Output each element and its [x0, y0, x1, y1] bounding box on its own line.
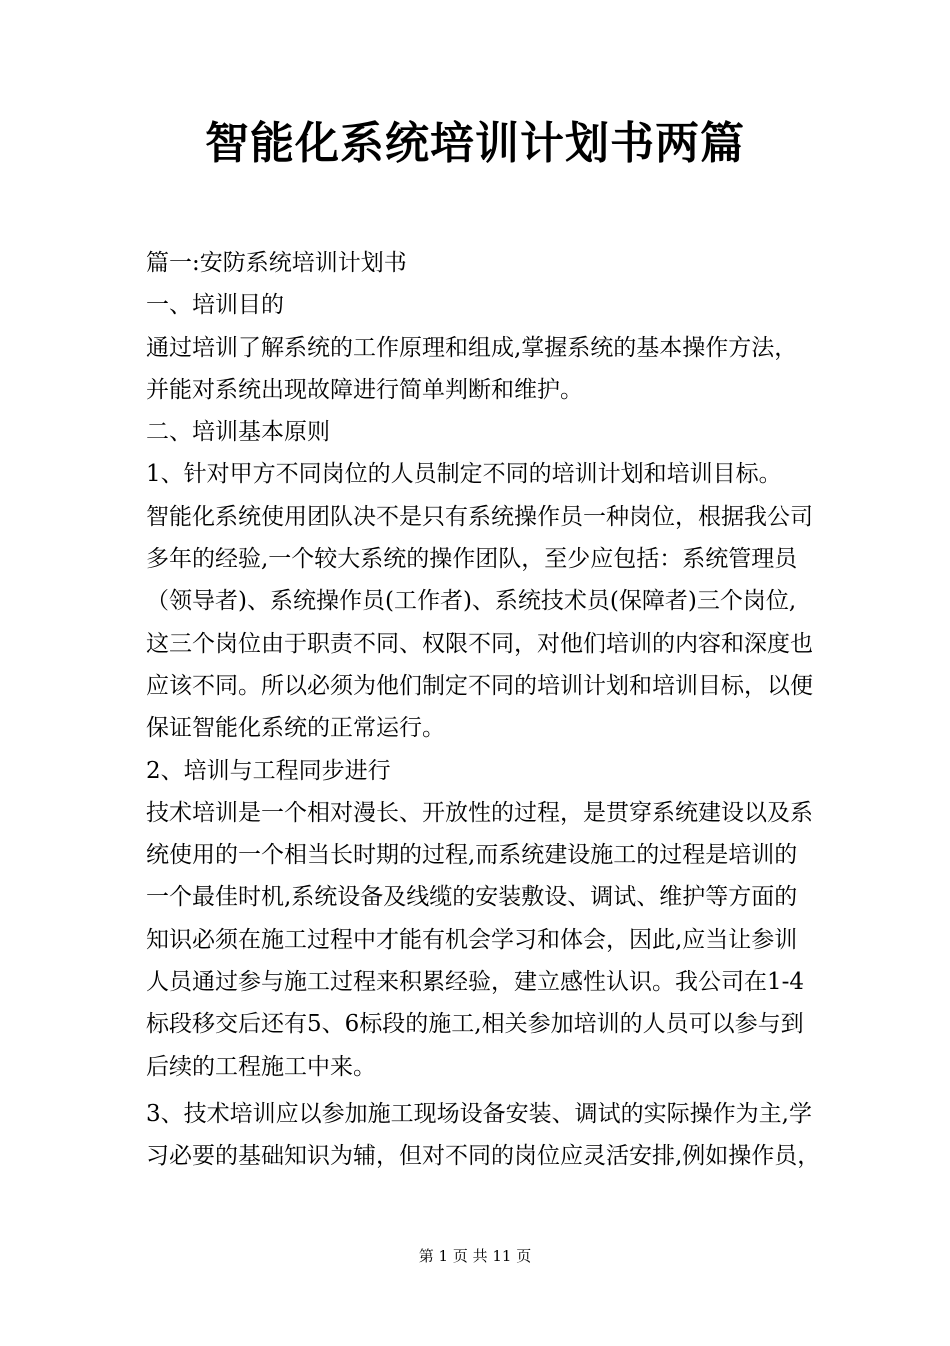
heading: 一、培训目的: [146, 292, 284, 319]
list-item: 2、培训与工程同步进行: [146, 757, 391, 784]
paragraph-line: 这三个岗位由于职责不同、权限不同，对他们培训的内容和深度也: [146, 630, 813, 657]
paragraph-line: 应该不同。所以必须为他们制定不同的培训计划和培训目标，以便: [146, 672, 813, 699]
paragraph-line: 多年的经验,一个较大系统的操作团队，至少应包括：系统管理员: [146, 546, 798, 573]
document-title: 智能化系统培训计划书两篇: [205, 118, 745, 169]
paragraph-line: 标段移交后还有5、6标段的施工,相关参加培训的人员可以参与到: [146, 1011, 804, 1038]
list-item: 3、技术培训应以参加施工现场设备安装、调试的实际操作为主,学: [146, 1100, 812, 1127]
list-item: 1、针对甲方不同岗位的人员制定不同的培训计划和培训目标。: [146, 461, 782, 488]
paragraph-line: 统使用的一个相当长时期的过程,而系统建设施工的过程是培训的: [146, 842, 798, 869]
paragraph-line: 习必要的基础知识为辅，但对不同的岗位应灵活安排,例如操作员，: [146, 1143, 821, 1170]
paragraph-line: 后续的工程施工中来。: [146, 1053, 376, 1080]
section-heading: 篇一:安防系统培训计划书: [146, 250, 407, 276]
document-body: [146, 242, 821, 1178]
paragraph-line: 智能化系统使用团队决不是只有系统操作员一种岗位，根据我公司: [146, 503, 813, 530]
paragraph-line: 保证智能化系统的正常运行。: [146, 715, 445, 742]
paragraph-line: （领导者)、系统操作员(工作者)、系统技术员(保障者)三个岗位,: [146, 588, 797, 615]
paragraph-line: 知识必须在施工过程中才能有机会学习和体会，因此,应当让参训: [146, 926, 798, 953]
heading: 二、培训基本原则: [146, 419, 330, 446]
page-footer: 第 1 页 共 11 页: [418, 1247, 532, 1265]
paragraph-line: 技术培训是一个相对漫长、开放性的过程，是贯穿系统建设以及系: [146, 799, 813, 826]
paragraph-line: 并能对系统出现故障进行简单判断和维护。: [146, 376, 583, 403]
paragraph-line: 人员通过参与施工过程来积累经验，建立感性认识。我公司在1-4: [146, 969, 805, 996]
paragraph-line: 一个最佳时机,系统设备及线缆的安装敷设、调试、维护等方面的: [146, 884, 798, 911]
paragraph-line: 通过培训了解系统的工作原理和组成,掌握系统的基本操作方法，: [146, 334, 798, 361]
